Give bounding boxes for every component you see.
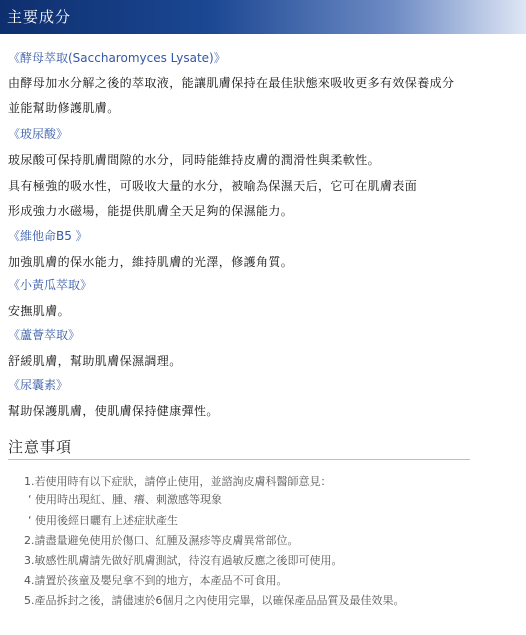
header-bar bbox=[0, 0, 526, 34]
ingredient-desc-line: 舒緩肌膚，幫助肌膚保濕調理。 bbox=[8, 354, 182, 368]
ingredient-desc-line: 安撫肌膚。 bbox=[8, 304, 71, 318]
ingredient-desc-line: 加強肌膚的保水能力，維持肌膚的光澤，修護角質。 bbox=[8, 255, 294, 269]
notice-item: 4.請置於孩童及嬰兒拿不到的地方，本產品不可食用。 bbox=[24, 574, 288, 587]
notice-subitem: ‘ 使用後經日曬有上述症狀產生 bbox=[28, 514, 178, 527]
ingredient-desc-line: 形成強力水磁場，能提供肌膚全天足夠的保濕能力。 bbox=[8, 204, 294, 218]
ingredient-name-cucumber-extract: 《小黃瓜萃取》 bbox=[8, 278, 93, 292]
ingredient-desc-line: 並能幫助修護肌膚。 bbox=[8, 101, 120, 115]
ingredient-desc-line: 幫助保護肌膚，使肌膚保持健康彈性。 bbox=[8, 404, 219, 418]
notice-divider bbox=[8, 459, 470, 460]
ingredient-name-aloe-extract: 《蘆薈萃取》 bbox=[8, 328, 81, 342]
notice-item: 3.敏感性肌膚請先做好肌膚測試，待沒有過敏反應之後即可使用。 bbox=[24, 554, 343, 567]
notice-item: 5.產品拆封之後，請儘速於6個月之內使用完畢，以確保產品品質及最佳效果。 bbox=[24, 594, 405, 607]
ingredient-name-vitamin-b5: 《維他命B5 》 bbox=[8, 229, 88, 243]
notice-item: 2.請盡量避免使用於傷口、紅腫及濕疹等皮膚異常部位。 bbox=[24, 534, 299, 547]
notice-subitem: ‘ 使用時出現紅、腫、癢、刺激感等現象 bbox=[28, 493, 222, 506]
ingredient-name-allantoin: 《尿囊素》 bbox=[8, 378, 69, 392]
ingredient-desc-line: 具有極強的吸水性，可吸收大量的水分，被喻為保濕天后，它可在肌膚表面 bbox=[8, 179, 418, 193]
ingredient-desc-line: 玻尿酸可保持肌膚間隙的水分，同時能維持皮膚的潤滑性與柔軟性。 bbox=[8, 153, 381, 167]
ingredient-name-hyaluronic-acid: 《玻尿酸》 bbox=[8, 127, 69, 141]
section-title: 主要成分 bbox=[7, 8, 72, 26]
notice-item: 1.若使用時有以下症狀，請停止使用，並諮詢皮膚科醫師意見： bbox=[24, 475, 332, 488]
notice-title: 注意事項 bbox=[8, 438, 73, 456]
ingredient-desc-line: 由酵母加水分解之後的萃取液，能讓肌膚保持在最佳狀態來吸收更多有效保養成分 bbox=[8, 76, 455, 90]
ingredient-name-yeast-extract: 《酵母萃取(Saccharomyces Lysate)》 bbox=[8, 51, 226, 65]
